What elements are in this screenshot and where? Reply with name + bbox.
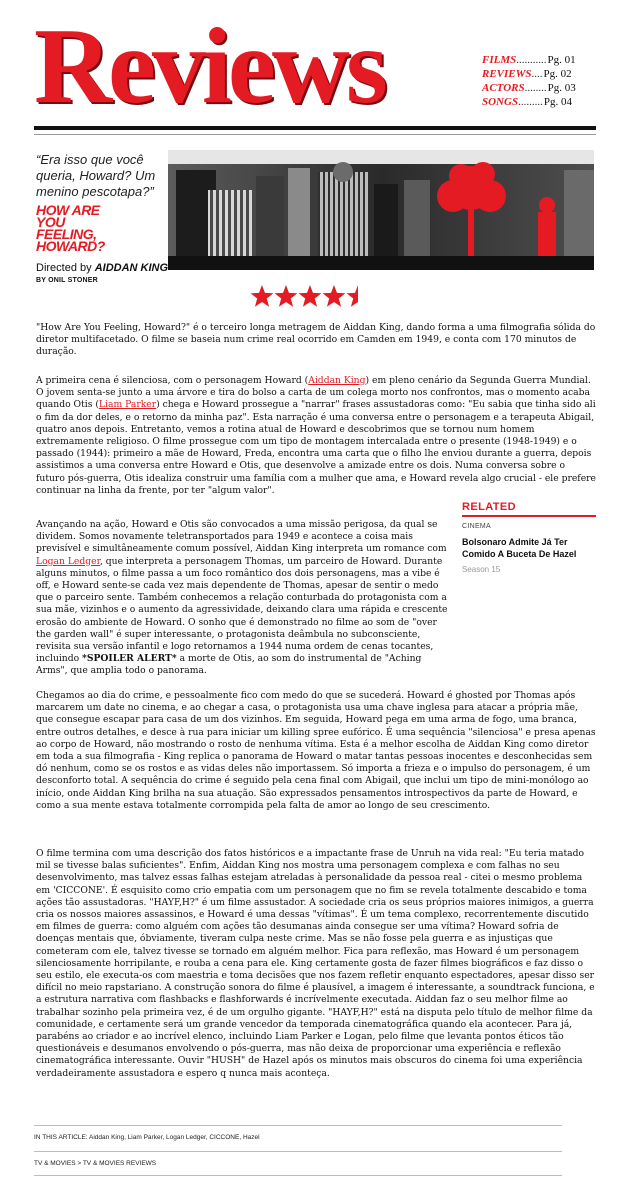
toc-page: Pg. 01	[547, 54, 576, 66]
toc-label: ACTORS	[482, 82, 525, 94]
byline: BY ONIL STONER	[36, 277, 98, 284]
rating-stars-svg	[250, 284, 370, 310]
footer-divider	[34, 1175, 562, 1176]
toc-item-songs[interactable]	[482, 95, 630, 109]
footer-divider	[34, 1125, 562, 1126]
toc-label: FILMS	[482, 54, 517, 66]
article-paragraph: Chegamos ao dia do crime, e pessoalmente fico com medo do que se sucederá. Howard é ghosted por Thomas após marcarem um date no cinema, e ao chegar a casa, o protagonista usa uma chave inglesa para atacar a própria mãe, que consegue escapar para casa de um dos vizinhos. Em seguida, Howard pega em uma arma de fogo, uma branca, entre outros detalhes, e desce à rua para iniciar um killing spree eufórico. É uma sequência "silenciosa" e presa apenas ao corpo de Howard, não mostrando o rosto de nenhuma vítima. Esta é a melhor escolha de Aiddan King como diretor em toda a sua filmografia - King replica o panorama de Howard o matar tantas pessoas inocentes e desconhecidas sem dó nenhum, como se os rostos e as vidas deles não importassem. Só importa a frieza e o impulso do personagem, é um desconforto total. A sequência do crime é seguido pela cena final com Abigail, que inclui um tipo de mini-monólogo ao início, onde Aiddan King brilha na sua atuação. São expressados pensamentos introspectivos da parte de Howard, e como a sua mente estava totalmente corrompida pela falta de amor ao longo de seu crescimento.	[36, 690, 596, 811]
film-title-line: FEELING,	[36, 226, 97, 242]
film-title-line: HOWARD?	[36, 238, 105, 254]
related-article-link[interactable]: Bolsonaro Admite Já Ter Comido A Buceta De Hazel	[462, 537, 577, 559]
film-title-line: YOU	[36, 214, 65, 230]
text-run: a morte de Otis, ao som do instrumental de "Aching Arms", que amplia todo o panorama.	[36, 653, 422, 677]
actor-link[interactable]: Liam Parker	[98, 399, 157, 411]
masthead	[34, 7, 594, 130]
toc-page: Pg. 03	[547, 82, 576, 94]
breadcrumb[interactable]: TV & MOVIES > TV & MOVIES REVIEWS	[34, 1160, 157, 1167]
footer-divider	[34, 1151, 562, 1152]
text-run: ) chega e Howard prossegue a "narrar" frases assustadoras como: "Eu sabia que tinha sido ali o fim da dor deles, e o retorno da minha paz". Esta narração é uma conversa entre o personagem e a terapeuta Abigail, quatro anos depois. Entretanto, vemos a rotina atual de Howard e descobrimos que se tornou num homem extremamente religioso. O filme prossegue com um tipo de montagem intercalada entre o presente (1948-1949) e o passado (1944): primeiro a mãe de Howard, Freda, encontra uma carta que o filho lhe enviou durante a guerra, depois assistimos a uma conversa entre Howard e Otis, que desenvolve a amizade entre os dois. Numa conversa sobre o futuro pós-guerra, Otis idealiza construir uma família com a mulher que ama, e Howard revela algo crucial - ele prefere continuar na linha da frente, por ter "algum valor".	[36, 399, 596, 496]
director-name: AIDDAN KING	[94, 262, 169, 274]
related-subtitle: Season 15	[462, 565, 501, 574]
toc-label: REVIEWS	[482, 68, 532, 80]
star-icon	[275, 285, 298, 307]
toc-dots: .........	[518, 96, 543, 108]
related-divider	[462, 515, 596, 517]
toc-dots: ........	[524, 82, 547, 94]
directed-prefix: Directed by	[36, 262, 92, 274]
related-category: CINEMA	[462, 523, 492, 530]
star-icon	[299, 285, 322, 307]
toc-page: Pg. 04	[543, 96, 572, 108]
text-run: A primeira cena é silenciosa, com o personagem Howard (	[36, 375, 309, 386]
spoiler-alert: *SPOILER ALERT*	[82, 653, 177, 665]
star-icon	[251, 285, 274, 307]
toc-dots: ...........	[516, 54, 547, 66]
related-heading: RELATED	[462, 501, 516, 513]
film-still-illustration	[168, 150, 594, 270]
toc-item-reviews[interactable]	[482, 67, 630, 81]
masthead-rule	[34, 126, 596, 130]
half-star-icon	[347, 285, 370, 307]
masthead-rule-thin	[34, 134, 596, 135]
article-paragraph	[36, 375, 596, 497]
pull-quote: “Era isso que você queria, Howard? Um menino pescotapa?”	[36, 152, 156, 199]
article-paragraph: "How Are You Feeling, Howard?" é o terceiro longa metragem de Aiddan King, dando forma a uma filmografia sólida do diretor multifacetado. O filme se baseia num crime real ocorrido em Camden em 1949, e conta com 170 minutos de duração.	[36, 322, 596, 358]
hero-image	[168, 150, 594, 270]
article-paragraph: O filme termina com uma descrição dos fatos históricos e a impactante frase de Unruh na vida real: "Eu teria matado mil se tivesse balas suficientes". Enfim, Aiddan King nos mostra uma personagem complexa e com falhas no seu desenvolvimento, mas talvez essas falhas estejam atreladas à personalidade da pessoa real - citei o mesmo problema em 'CICCONE'. É esquisito como crio empatia com um personagem que no fim se revela totalmente descabido e toma ações tão assustadoras. "HAYF,H?" é um filme assustador. A sociedade cria os seus próprios maiores inimigos, a guerra cria os nossos maiores assassinos, e Howard é uma dessas "vítimas". É um tema complexo, recorrentemente discutido em filmes de guerra: como alguém com ações tão desumanas ainda consegue ser uma vítima? Howard sofria de doenças mentais que, óbviamente, tiveram culpa neste crime. Mas se não fosse pela guerra e as injustiças que cometeram com ele, talvez tivesse se tornado em alguém melhor. Fica para reflexão, mas Howard é um personagem silenciosamente horripilante, e rouba a cena para ele. King certamente gosta de fazer filmes biográficos e faz disso o seu estilo, ele executa-os com maestria e toma decisões que nos fazem refletir enquanto espectadores, apesar disso ser difícil no meio rapstariano. A construção sonora do filme é plausível, a imagem é interessante, a soundtrack funciona, e a estrutura narrativa com flashbacks e flashforwards é incrívelmente executada. Aiddan faz o seu melhor filme ao trabalhar sozinho pela primeira vez, é de um orgulho gigante. "HAYF,H?" está na disputa pelo título de melhor filme da comunidade, e certamente será um grande vencedor da temporada cinematográfica quando ela acontecer. Para já, parabéns ao criador e ao incrível elenco, incluindo Liam Parker e Logan, pelo filme que levanta pontos éticos tão questionáveis e desumanos envolvendo o pós-guerra, mas não deixa de proporcionar uma experiência e reflexão cinematográfica interessante. Ouvir "HUSH" de Hazel após os minutos mais obscuros do cinema foi uma experiência verdadeiramente assustadora e espero q nunca mais aconteça.	[36, 848, 595, 1079]
directed-by	[36, 262, 168, 274]
in-this-article: IN THIS ARTICLE: Aiddan King, Liam Parker, Logan Ledger, CICCONE, Hazel	[34, 1134, 260, 1141]
actor-link[interactable]: Logan Ledger	[36, 555, 100, 567]
masthead-title: Reviews	[34, 7, 384, 126]
film-title-logo	[36, 204, 136, 252]
text-run: Avançando na ação, Howard e Otis são convocados a uma missão perigosa, da qual se dividem. Somos novamente teletransportados para 1949 e acontece a coisa mais previsível e simultâneamente comum possível, Aiddan King interpreta um romance com	[36, 519, 447, 555]
toc-item-films[interactable]	[482, 53, 630, 67]
actor-link[interactable]: Aiddan King	[308, 375, 366, 386]
toc-label: SONGS	[482, 96, 519, 108]
table-of-contents	[482, 53, 630, 109]
toc-dots: ....	[531, 68, 543, 80]
toc-item-actors[interactable]	[482, 81, 630, 95]
article-paragraph	[36, 519, 454, 678]
film-title-line: HOW ARE	[36, 202, 100, 218]
star-icon	[323, 285, 346, 307]
text-run: , que interpreta a personagem Thomas, um parceiro de Howard. Durante alguns minutos, o filme passa a um foco romântico dos dois personagens, mas a vibe é off, e Howard sente-se cada vez mais dependente de Thomas, apesar de sentir o medo que o parceiro sente. Também conhecemos a relação conturbada do protagonista com a sua mãe, vizinhos e o aumento da agressividade, deixando clara uma rápida e crescente erosão do ambiente de Howard. O sonho que é demonstrado no filme ao som de "over the garden wall" é super interessante, o protagonista deâmbula no subconsciente, revisita sua versão infantil e logo retornamos a 1944 numa ordem de cenas tocantes, incluindo	[36, 555, 448, 665]
star-rating	[250, 284, 370, 310]
text-run: ) em pleno cenário da Segunda Guerra Mundial. O jovem senta-se junto a uma árvore e tira do bolso a carta de um colega morto nos confrontos, mas o momento acaba quando Otis (	[36, 375, 591, 411]
toc-page: Pg. 02	[543, 68, 572, 80]
related-box	[462, 501, 596, 574]
